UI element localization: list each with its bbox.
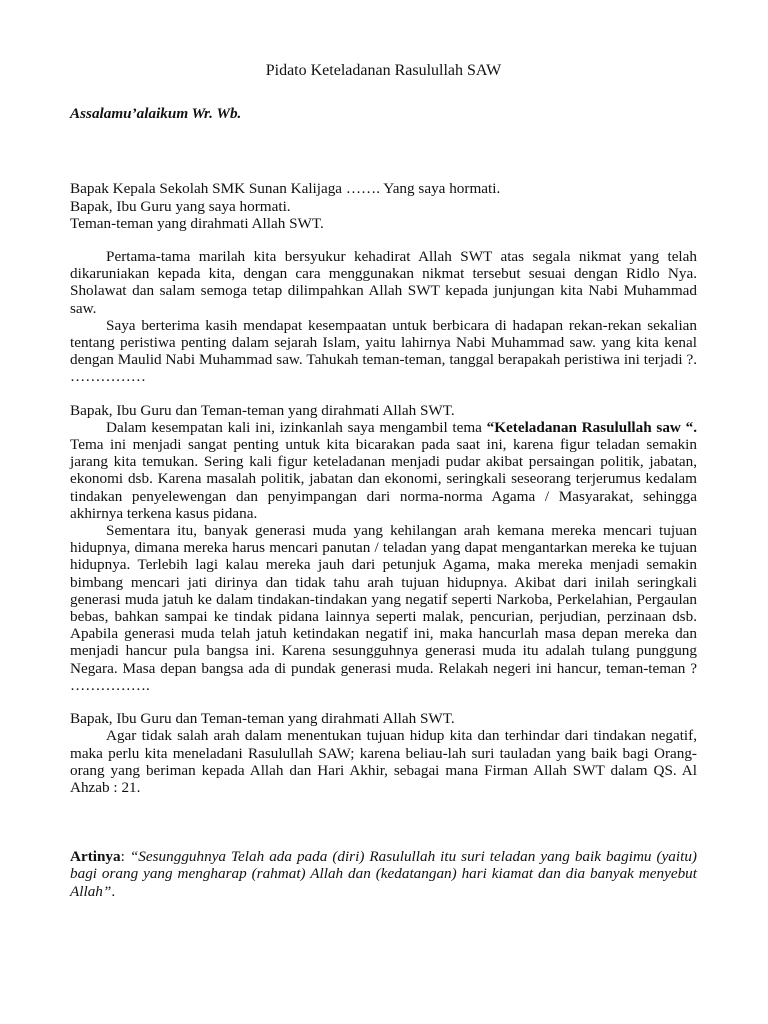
address-line-5: Bapak, Ibu Guru dan Teman-teman yang dirahmati Allah SWT.: [70, 710, 455, 728]
paragraph-2: Saya berterima kasih mendapat kesempaatan untuk berbicara di hadapan rekan-rekan sekalian tentang peristiwa penting dalam sejarah Islam, yaitu lahirnya Nabi Muhammad saw. yang kita kenal dengan Maulid Nabi Muhammad saw. Tahukah teman-teman, tanggal berapakah peristiwa ini terjadi ?. ……………: [70, 316, 697, 386]
translation-label: Artinya: [70, 848, 121, 866]
translation-end: .: [111, 882, 116, 900]
paragraph-4: Sementara itu, banyak generasi muda yang kehilangan arah kemana mereka mencari tujuan hidupnya, dimana mereka harus mencari panutan / teladan yang dapat mengantarkan mereka ke tujuan hidupnya. Terlebih lagi kalau mereka jauh dari petunjuk Agama, maka mereka menjadi semakin bimbang mencari jati dirinya dan tidak tahu arah tujuan hidupnya. Akibat dari inilah seringkali generasi muda jatuh ke dalam tindakan-tindakan yang negatif seperti Narkoba, Perkelahian, Pergaulan bebas, bahkan sampai ke tindak pidana lainnya seperti malak, pencurian, perjudian, perzinaan dsb. Apabila generasi muda telah jatuh ketindakan negatif ini, maka hancurlah masa depan mereka dan menjadi hancur pula bangsa ini. Karena sesungguhnya generasi muda itu adalah tulang punggung Negara. Masa depan bangsa ada di pundak generasi muda. Relakah negeri ini hancur, teman-teman ? …………….: [70, 522, 697, 694]
paragraph-1: Pertama-tama marilah kita bersyukur kehadirat Allah SWT atas segala nikmat yang telah dikaruniakan kepada kita, dengan cara menggunakan nikmat tersebut sesuai dengan Ridlo Nya. Sholawat dan salam semoga tetap dilimpahkan Allah SWT kepada junjungan kita Nabi Muhammad saw.: [70, 248, 697, 317]
theme-name: “Keteladanan Rasulullah saw “.: [486, 418, 697, 436]
paragraph-3-intro: Dalam kesempatan kali ini, izinkanlah saya mengambil tema: [106, 418, 487, 436]
opening-section: [70, 248, 697, 386]
address-line-2: Bapak, Ibu Guru yang saya hormati.: [70, 197, 291, 215]
closing-section: [70, 710, 697, 796]
translation-colon: :: [120, 848, 125, 866]
address-line-4: Bapak, Ibu Guru dan Teman-teman yang dirahmati Allah SWT.: [70, 401, 455, 419]
paragraph-3: [70, 419, 697, 522]
address-line-1: Bapak Kepala Sekolah SMK Sunan Kalijaga ……. Yang saya hormati.: [70, 180, 501, 198]
greeting: Assalamu’alaikum Wr. Wb.: [70, 105, 242, 123]
theme-section: [70, 402, 697, 694]
translation-quote: “Sesungguhnya Telah ada pada (diri) Rasulullah itu suri teladan yang baik bagimu (yaitu) bagi orang yang mengharap (rahmat) Allah dan (kedatangan) hari kiamat dan dia banyak menyebut Allah”: [70, 848, 697, 900]
document-title: Pidato Keteladanan Rasulullah SAW: [265, 62, 502, 79]
address-block: [70, 180, 697, 232]
paragraph-3-rest: Tema ini menjadi sangat penting untuk kita bicarakan pada saat ini, karena figur teladan semakin jarang kita temukan. Sering kali figur keteladanan menjadi pudar akibat persaingan politik, jabatan, ekonomi dsb. Karena masalah politik, jabatan dan ekonomi, seringkali seseorang terjerumus kedalam tindakan penyelewengan dan penyimpangan dari norma-norma Agama / Masyarakat, sehingga akhirnya terkena kasus pidana.: [70, 436, 697, 522]
paragraph-5: Agar tidak salah arah dalam menentukan tujuan hidup kita dan terhindar dari tindakan negatif, maka perlu kita meneladani Rasulullah SAW; karena beliau-lah suri tauladan yang baik bagi Orang-orang yang beriman kepada Allah dan Hari Akhir, sebagai mana Firman Allah SWT dalam QS. Al Ahzab : 21.: [70, 727, 697, 796]
document-body: [70, 62, 697, 900]
address-line-3: Teman-teman yang dirahmati Allah SWT.: [70, 214, 324, 232]
translation-block: [70, 848, 697, 900]
